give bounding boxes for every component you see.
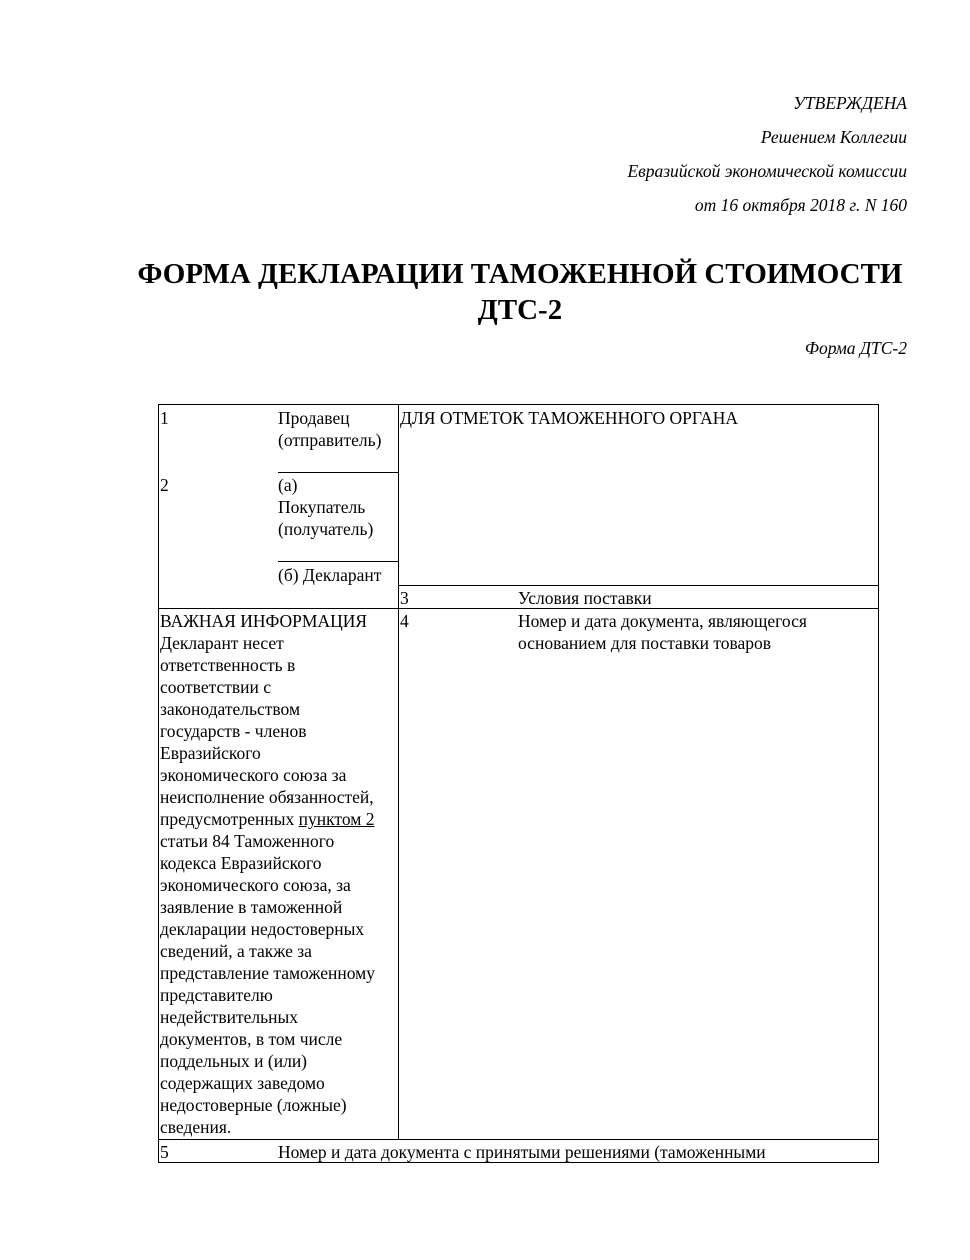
important-info-line: поддельных и (или): [160, 1051, 308, 1071]
important-info-line: сведений, а также за: [160, 941, 312, 961]
table-border-right: [878, 404, 879, 1163]
box2b-declarant-label: (б) Декларант: [278, 565, 382, 585]
approval-authority: Решением Коллегии: [760, 127, 907, 147]
important-info-line: экономического союза, за: [160, 875, 351, 895]
important-info-line: представление таможенному: [160, 963, 375, 983]
row-divider-box5: [158, 1139, 879, 1140]
box3-delivery-terms-label: Условия поставки: [518, 588, 652, 608]
important-info-line: ответственность в: [160, 655, 296, 675]
important-info-line: представителю: [160, 985, 273, 1005]
box5-number: 5: [160, 1142, 169, 1162]
important-info-line: содержащих заведомо: [160, 1073, 325, 1093]
document-title: [0, 256, 970, 328]
important-info-line: соответствии с: [160, 677, 272, 697]
document-title-line2: ДТС-2: [477, 294, 563, 326]
form-label: Форма ДТС-2: [804, 338, 907, 358]
table-divider-vertical: [398, 404, 399, 1139]
box2a-underline: [278, 561, 398, 562]
important-info-line: экономического союза за: [160, 765, 347, 785]
important-info-line: Евразийского: [160, 743, 261, 763]
box1-label-line1: Продавец: [278, 408, 350, 428]
table-border-top: [158, 404, 879, 405]
approval-commission: Евразийской экономической комиссии: [627, 161, 907, 181]
important-info-line: кодекса Евразийского: [160, 853, 322, 873]
important-info-line: декларации недостоверных: [160, 919, 365, 939]
important-info-line-with-link: [160, 808, 398, 830]
important-info-line: статьи 84 Таможенного: [160, 831, 335, 851]
important-info-line: законодательством: [160, 699, 301, 719]
important-info-line: неисполнение обязанностей,: [160, 787, 374, 807]
table-border-left: [158, 404, 159, 1163]
box4-number: 4: [400, 611, 409, 631]
box2a-buyer-label: [278, 474, 373, 540]
document-title-line1: ФОРМА ДЕКЛАРАЦИИ ТАМОЖЕННОЙ СТОИМОСТИ: [137, 258, 903, 290]
box4-label-line2: основанием для поставки товаров: [518, 633, 772, 653]
important-info-heading: ВАЖНАЯ ИНФОРМАЦИЯ: [160, 611, 368, 631]
important-info-line: заявление в таможенной: [160, 897, 343, 917]
important-info-line: государств - членов: [160, 721, 307, 741]
important-info-line: документов, в том числе: [160, 1029, 343, 1049]
box5-decision-document-label: Номер и дата документа с принятыми решениями (таможенными: [278, 1142, 766, 1162]
approval-status: УТВЕРЖДЕНА: [793, 93, 907, 113]
box2a-line2: Покупатель: [278, 497, 366, 517]
important-info-line: недостоверные (ложные): [160, 1095, 347, 1115]
box4-document-label: [518, 610, 807, 654]
box2-number: 2: [160, 475, 169, 495]
approval-block: [627, 86, 907, 222]
link-prefix-text: предусмотренных: [160, 809, 299, 829]
important-info-line: Декларант несет: [160, 633, 284, 653]
box1-number: 1: [160, 408, 169, 428]
approval-date: от 16 октября 2018 г. N 160: [694, 195, 907, 215]
box1-seller-label: [278, 407, 381, 451]
box2a-line1: (а): [278, 475, 298, 495]
important-info-line: недействительных: [160, 1007, 298, 1027]
article-84-clause-2-link[interactable]: пунктом 2: [298, 809, 375, 829]
box1-label-line2: (отправитель): [278, 430, 382, 450]
important-info-line: сведения.: [160, 1117, 232, 1137]
customs-marks-label: ДЛЯ ОТМЕТОК ТАМОЖЕННОГО ОРГАНА: [400, 408, 739, 428]
box1-underline: [278, 472, 398, 473]
important-info-block: [160, 610, 398, 1138]
box3-number: 3: [400, 588, 409, 608]
box2a-line3: (получатель): [278, 519, 374, 539]
box3-top-border: [398, 585, 879, 586]
box4-label-line1: Номер и дата документа, являющегося: [518, 611, 807, 631]
